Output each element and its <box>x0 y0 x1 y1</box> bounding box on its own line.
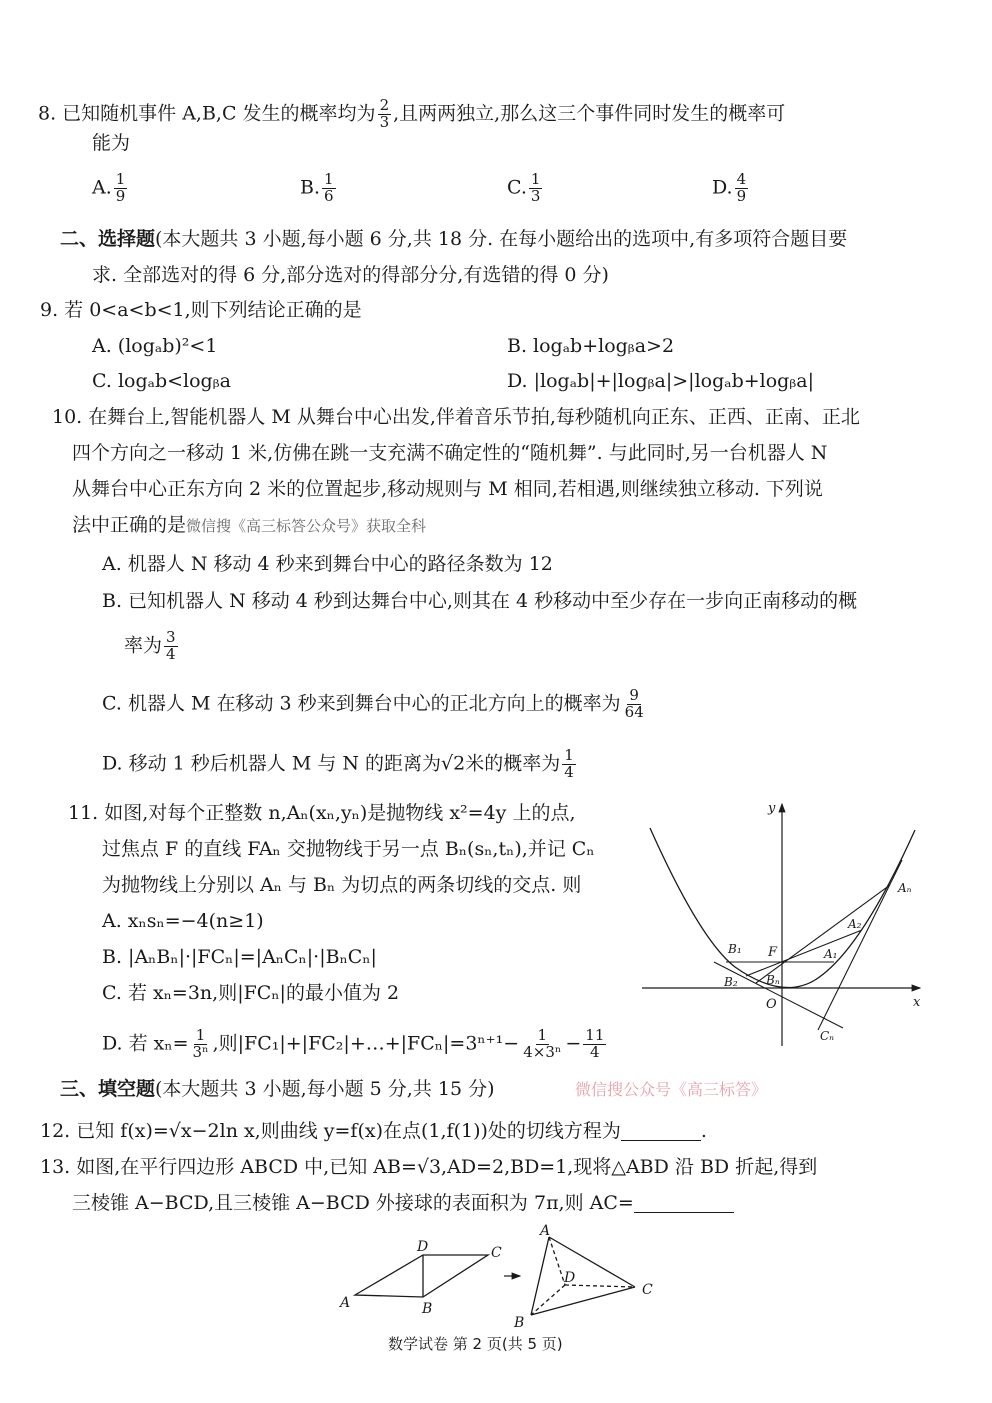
section3-desc: (本大题共 3 小题,每小题 5 分,共 15 分) <box>155 1078 495 1100</box>
label-b-flat: B <box>422 1301 433 1317</box>
q10-stem-tail: 法中正确的是 <box>72 514 187 536</box>
q9-option-a: A. (logₐb)²<1 <box>92 335 218 357</box>
label-o: O <box>766 997 777 1012</box>
label-c-flat: C <box>491 1245 502 1261</box>
q12-stem: 12. 已知 f(x)=√x−2ln x,则曲线 y=f(x)在点(1,f(1))处的切线方程为 . <box>40 1120 707 1142</box>
q13-text: 三棱锥 A−BCD,且三棱锥 A−BCD 外接球的表面积为 7π,则 AC= <box>72 1192 634 1214</box>
section2-header <box>60 230 847 249</box>
label-d-flat: D <box>417 1239 429 1255</box>
edge-dc <box>565 1285 635 1287</box>
label-a1: A₁ <box>824 947 838 961</box>
q11-stem-line1: 11. 如图,对每个正整数 n,Aₙ(xₙ,yₙ)是抛物线 x²=4y 上的点, <box>68 802 576 824</box>
q10-option-d: D. 移动 1 秒后机器人 M 与 N 的距离为√2米的概率为 $\frac{1}{4}$ <box>102 746 574 781</box>
label-b-tetra: B <box>514 1315 525 1331</box>
q11-option-a: A. xₙsₙ=−4(n≥1) <box>102 910 264 932</box>
label-a2: A₂ <box>848 917 862 931</box>
q10-stem-line4 <box>72 516 426 535</box>
q11-stem-line3: 为抛物线上分别以 Aₙ 与 Bₙ 为切点的两条切线的交点. 则 <box>102 874 582 896</box>
q13-answer-blank[interactable] <box>634 1194 734 1213</box>
label-bn: Bₙ <box>766 973 780 987</box>
q11-option-c: C. 若 xₙ=3n,则|FCₙ|的最小值为 2 <box>102 982 400 1004</box>
section2-title: 二、选择题 <box>60 228 156 250</box>
q8-option-a: A. $\frac{1}{9}$ <box>92 170 126 205</box>
label-c-tetra: C <box>642 1282 653 1298</box>
label-d-tetra: D <box>564 1270 576 1286</box>
q8-fraction <box>378 98 392 131</box>
q8-option-b: B. $\frac{1}{6}$ <box>300 170 334 205</box>
q10-option-b-line2: 率为 $\frac{3}{4}$ <box>124 628 176 663</box>
q12-answer-blank[interactable] <box>621 1122 701 1141</box>
q8-option-d: D. $\frac{4}{9}$ <box>712 170 747 205</box>
q8-stem-part1: 8. 已知随机事件 A,B,C 发生的概率均为 <box>38 102 376 125</box>
q9-option-c: C. logₐb<logᵦa <box>92 370 231 392</box>
watermark-pink: 微信搜公众号《高三标答》 <box>575 1080 768 1099</box>
tangent-an <box>818 860 902 1030</box>
q10-option-c: C. 机器人 M 在移动 3 秒来到舞台中心的正北方向上的概率为 $\frac{9}{64}$ <box>102 686 644 721</box>
section2-desc2: 求. 全部选对的得 6 分,部分选对的得部分分,有选错的得 0 分) <box>92 264 609 286</box>
label-f: F <box>768 945 778 960</box>
q10-option-b-line1: B. 已知机器人 N 移动 4 秒到达舞台中心,则其在 4 秒移动中至少存在一步向正南移动的概 <box>102 590 858 612</box>
parabola-figure <box>640 790 960 1060</box>
section3-header <box>60 1080 495 1099</box>
edge-ac <box>549 1237 635 1287</box>
chord-bn-an <box>756 885 890 983</box>
q10-stem-line1: 10. 在舞台上,智能机器人 M 从舞台中心出发,伴着音乐节拍,每秒随机向正东、正西、正南、正北 <box>52 406 860 428</box>
q8-stem-part2: ,且两两独立,那么这三个事件同时发生的概率可 <box>393 102 786 125</box>
q8-stem-line1 <box>38 98 785 131</box>
q8-option-c: C. $\frac{1}{3}$ <box>507 170 541 205</box>
label-b1: B₁ <box>728 942 742 956</box>
section3-title: 三、填空题 <box>60 1078 156 1100</box>
label-an: Aₙ <box>898 881 912 895</box>
q12-text: 12. 已知 f(x)=√x−2ln x,则曲线 y=f(x)在点(1,f(1))处的切线方程为 <box>40 1120 621 1142</box>
label-x: x <box>913 995 921 1010</box>
q13-stem-line2 <box>72 1194 734 1213</box>
q9-stem: 9. 若 0<a<b<1,则下列结论正确的是 <box>40 299 362 321</box>
q9-option-d: D. |logₐb|+|logᵦa|>|logₐb+logᵦa| <box>507 370 814 392</box>
q13-stem-line1: 13. 如图,在平行四边形 ABCD 中,已知 AB=√3,AD=2,BD=1,现将△ABD 沿 BD 折起,得到 <box>40 1156 818 1178</box>
label-y: y <box>768 801 776 816</box>
label-cn: Cₙ <box>820 1029 835 1043</box>
page-footer: 数学试卷 第 2 页(共 5 页) <box>388 1335 563 1353</box>
q10-stem-line2: 四个方向之一移动 1 米,仿佛在跳一支充满不确定性的“随机舞”. 与此同时,另一台机器人 N <box>72 442 828 464</box>
watermark-text: 微信搜《高三标答公众号》获取全科 <box>186 517 427 535</box>
label-b2: B₂ <box>724 975 738 989</box>
q11-option-d: D. 若 xₙ= $\frac{1}{\text{3ⁿ}}$ ,则|FC₁|+|FC₂|+…+|FCₙ|=3ⁿ⁺¹− $\frac{1}{\text{4×3ⁿ}}$ − $\frac{11}{4}$ <box>102 1026 605 1061</box>
q9-option-b: B. logₐb+logᵦa>2 <box>507 335 675 357</box>
q10-stem-line3: 从舞台中心正东方向 2 米的位置起步,移动规则与 M 相同,若相遇,则继续独立移动. 下列说 <box>72 478 823 500</box>
q11-option-b: B. |AₙBₙ|·|FCₙ|=|AₙCₙ|·|BₙCₙ| <box>102 946 377 968</box>
label-a-flat: A <box>340 1295 351 1311</box>
edge-ab <box>531 1237 549 1315</box>
parallelogram-abcd <box>355 1255 488 1297</box>
frac-den: 3 <box>379 112 390 131</box>
parallelogram-figure <box>320 1215 680 1335</box>
frac-num: 2 <box>379 96 390 114</box>
section2-desc1: (本大题共 3 小题,每小题 6 分,共 18 分. 在每小题给出的选项中,有多项符合题目要 <box>155 228 848 250</box>
label-a-tetra: A <box>540 1223 551 1239</box>
q10-option-a: A. 机器人 N 移动 4 秒来到舞台中心的路径条数为 12 <box>102 553 553 575</box>
q11-stem-line2: 过焦点 F 的直线 FAₙ 交抛物线于另一点 Bₙ(sₙ,tₙ),并记 Cₙ <box>102 838 595 860</box>
q8-stem-line2: 能为 <box>92 132 131 154</box>
